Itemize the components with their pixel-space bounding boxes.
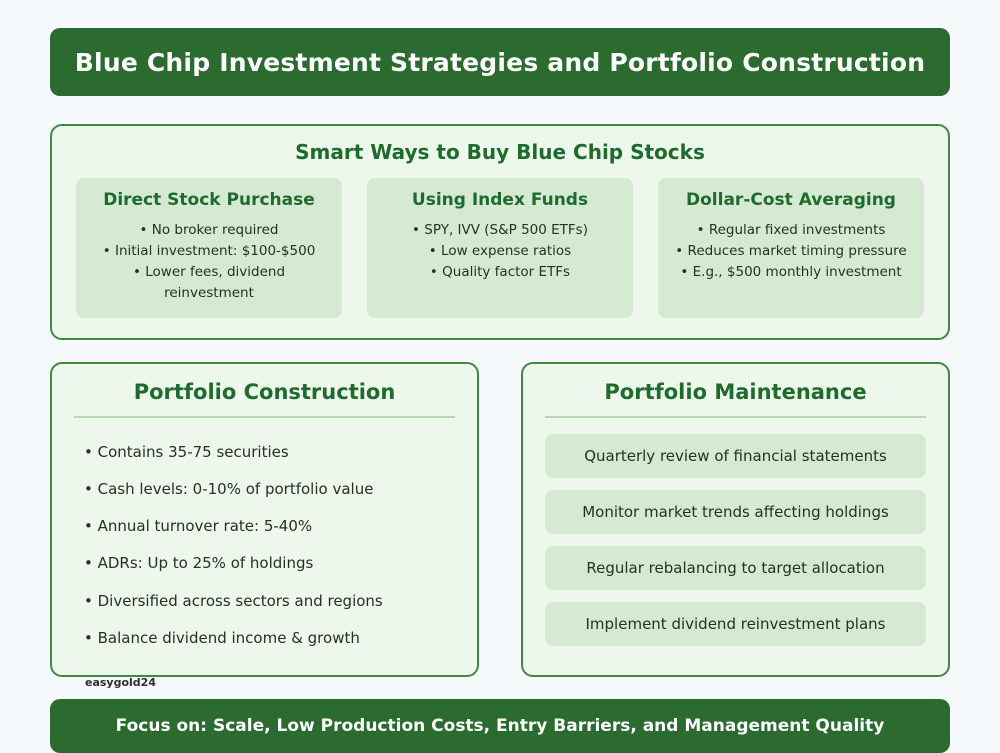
portfolio-construction-heading: Portfolio Construction: [74, 380, 455, 418]
list-item: • Quality factor ETFs: [429, 263, 571, 280]
portfolio-maintenance-heading: Portfolio Maintenance: [545, 380, 926, 418]
list-item: Quarterly review of financial statements: [545, 434, 926, 478]
list-item: • Initial investment: $100-$500: [102, 242, 316, 259]
smart-card-points: [377, 220, 623, 283]
portfolio-construction-list: [74, 434, 455, 658]
smart-card-direct-stock-purchase: [76, 178, 342, 318]
list-item: • Balance dividend income & growth: [84, 628, 360, 647]
smart-card-title: Dollar-Cost Averaging: [686, 190, 896, 210]
list-item: • Low expense ratios: [428, 242, 572, 259]
smart-card-title: Direct Stock Purchase: [103, 190, 315, 210]
smart-card-using-index-funds: [367, 178, 633, 318]
list-item: • Reduces market timing pressure: [675, 242, 907, 259]
portfolio-construction-panel: [50, 362, 479, 678]
list-item: • Lower fees, dividend reinvestment: [132, 263, 286, 301]
list-item: • E.g., $500 monthly investment: [680, 263, 902, 280]
page-title: Blue Chip Investment Strategies and Portfolio Construction: [74, 47, 926, 77]
watermark: easygold24: [85, 676, 156, 689]
list-item: • Cash levels: 0-10% of portfolio value: [84, 479, 374, 498]
portfolio-maintenance-panel: [521, 362, 950, 678]
list-item: Monitor market trends affecting holdings: [545, 490, 926, 534]
middle-row: [50, 362, 950, 678]
portfolio-maintenance-list: [545, 434, 926, 646]
smart-ways-heading: Smart Ways to Buy Blue Chip Stocks: [295, 140, 705, 164]
title-banner: [50, 28, 950, 96]
list-item: • Regular fixed investments: [696, 222, 886, 238]
list-item: • Annual turnover rate: 5-40%: [84, 517, 313, 536]
smart-card-points: [86, 220, 332, 304]
list-item: • No broker required: [139, 222, 279, 238]
list-item: • Diversified across sectors and regions: [84, 591, 383, 610]
list-item: • ADRs: Up to 25% of holdings: [84, 554, 314, 573]
list-item: Implement dividend reinvestment plans: [545, 602, 926, 646]
list-item: • SPY, IVV (S&P 500 ETFs): [412, 222, 588, 238]
list-item: Regular rebalancing to target allocation: [545, 546, 926, 590]
smart-card-title: Using Index Funds: [411, 190, 589, 210]
list-item: • Contains 35-75 securities: [84, 442, 289, 461]
smart-card-points: [668, 220, 914, 283]
footer-banner: [50, 699, 950, 753]
smart-card-dollar-cost-averaging: [658, 178, 924, 318]
smart-ways-section: [50, 124, 950, 340]
footer-text: Focus on: Scale, Low Production Costs, Entry Barriers, and Management Quality: [115, 716, 885, 737]
smart-ways-card-row: [76, 178, 924, 318]
